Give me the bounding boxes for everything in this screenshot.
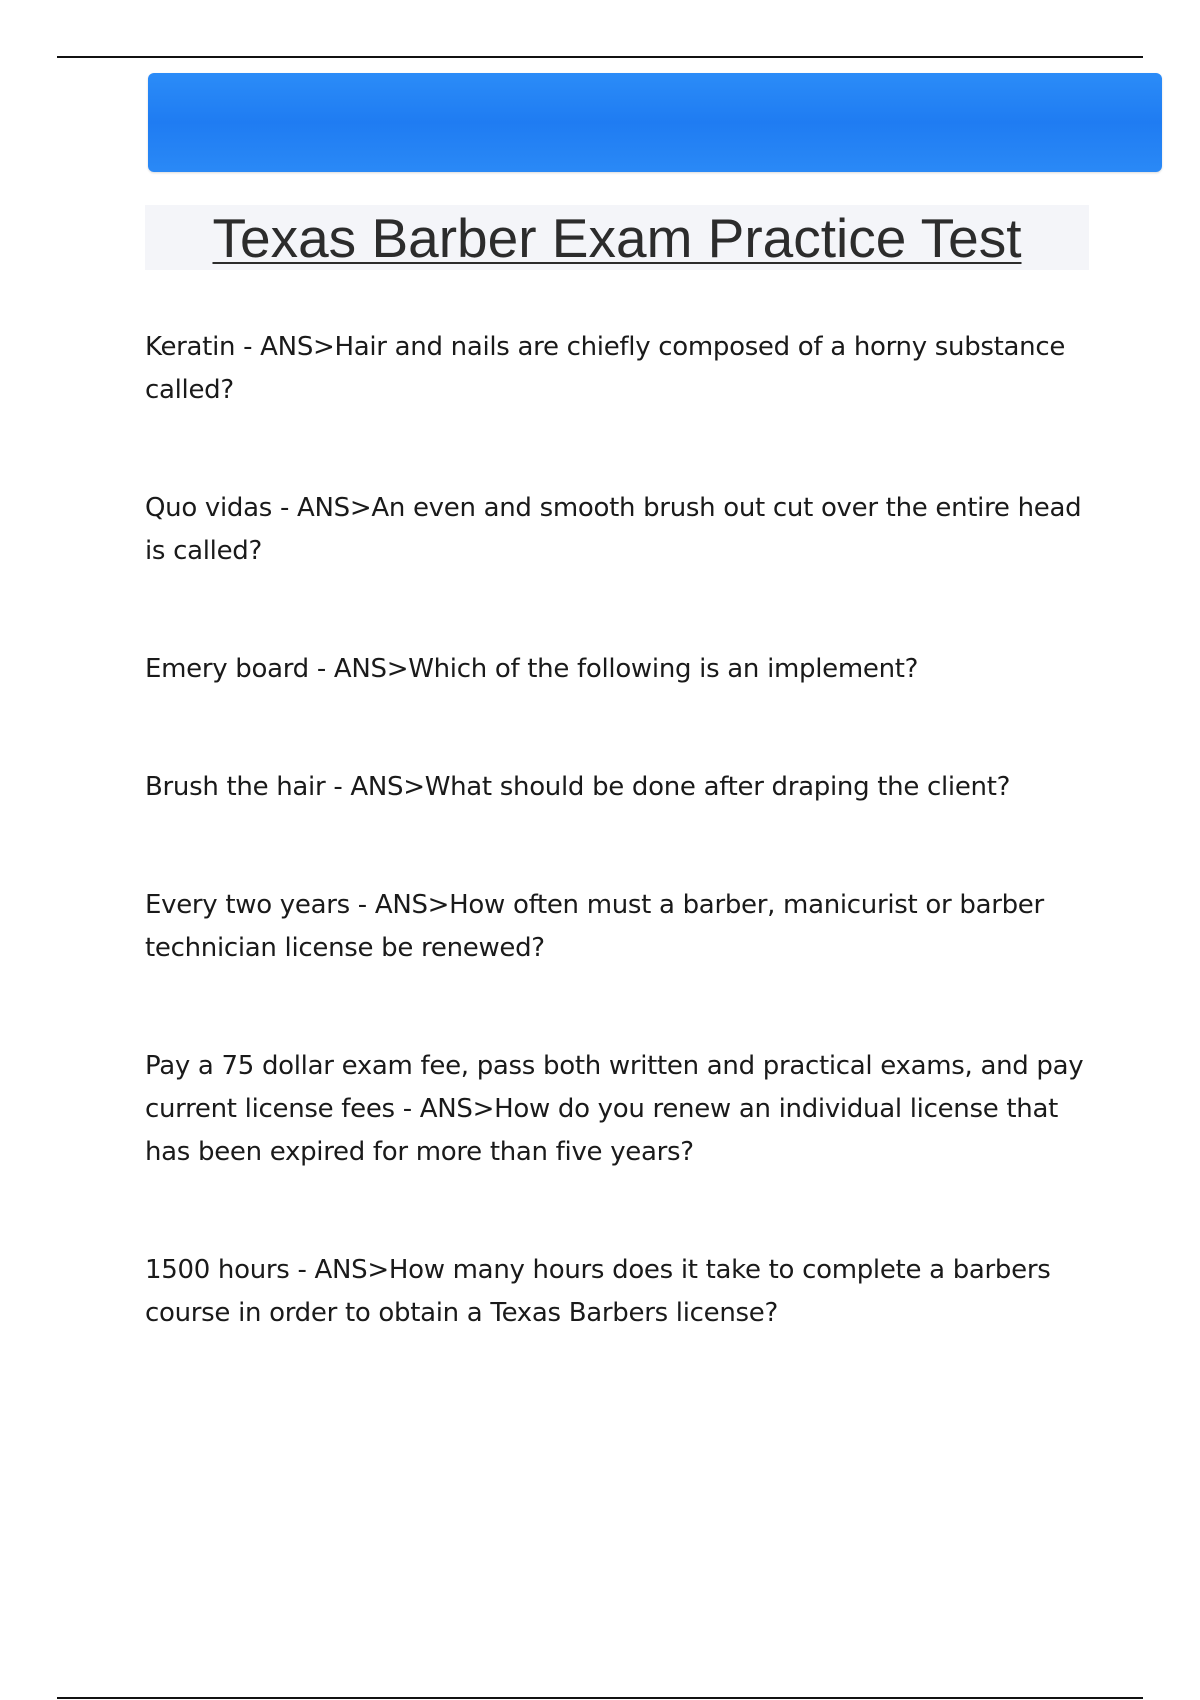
qa-item-emery-board: Emery board - ANS>Which of the following is an implement? xyxy=(145,654,919,684)
top-rule xyxy=(57,56,1143,58)
qa-list xyxy=(145,326,1090,1410)
bottom-rule xyxy=(57,1697,1143,1699)
qa-item-keratin: Keratin - ANS>Hair and nails are chiefly composed of a horny substance called? xyxy=(145,332,1066,405)
title-box xyxy=(145,205,1089,270)
qa-item-brush-hair: Brush the hair - ANS>What should be done after draping the client? xyxy=(145,772,1011,802)
qa-item-expired-license: Pay a 75 dollar exam fee, pass both written and practical exams, and pay current license fees - ANS>How do you renew an individual license that has been expired for more than five years? xyxy=(145,1051,1084,1167)
header-banner xyxy=(148,73,1162,172)
qa-item-license-renewal: Every two years - ANS>How often must a barber, manicurist or barber technician license be renewed? xyxy=(145,890,1044,963)
page-title: Texas Barber Exam Practice Test xyxy=(212,206,1022,269)
qa-item-course-hours: 1500 hours - ANS>How many hours does it take to complete a barbers course in order to obtain a Texas Barbers license? xyxy=(145,1255,1051,1328)
qa-item-quo-vidas: Quo vidas - ANS>An even and smooth brush out cut over the entire head is called? xyxy=(145,493,1082,566)
